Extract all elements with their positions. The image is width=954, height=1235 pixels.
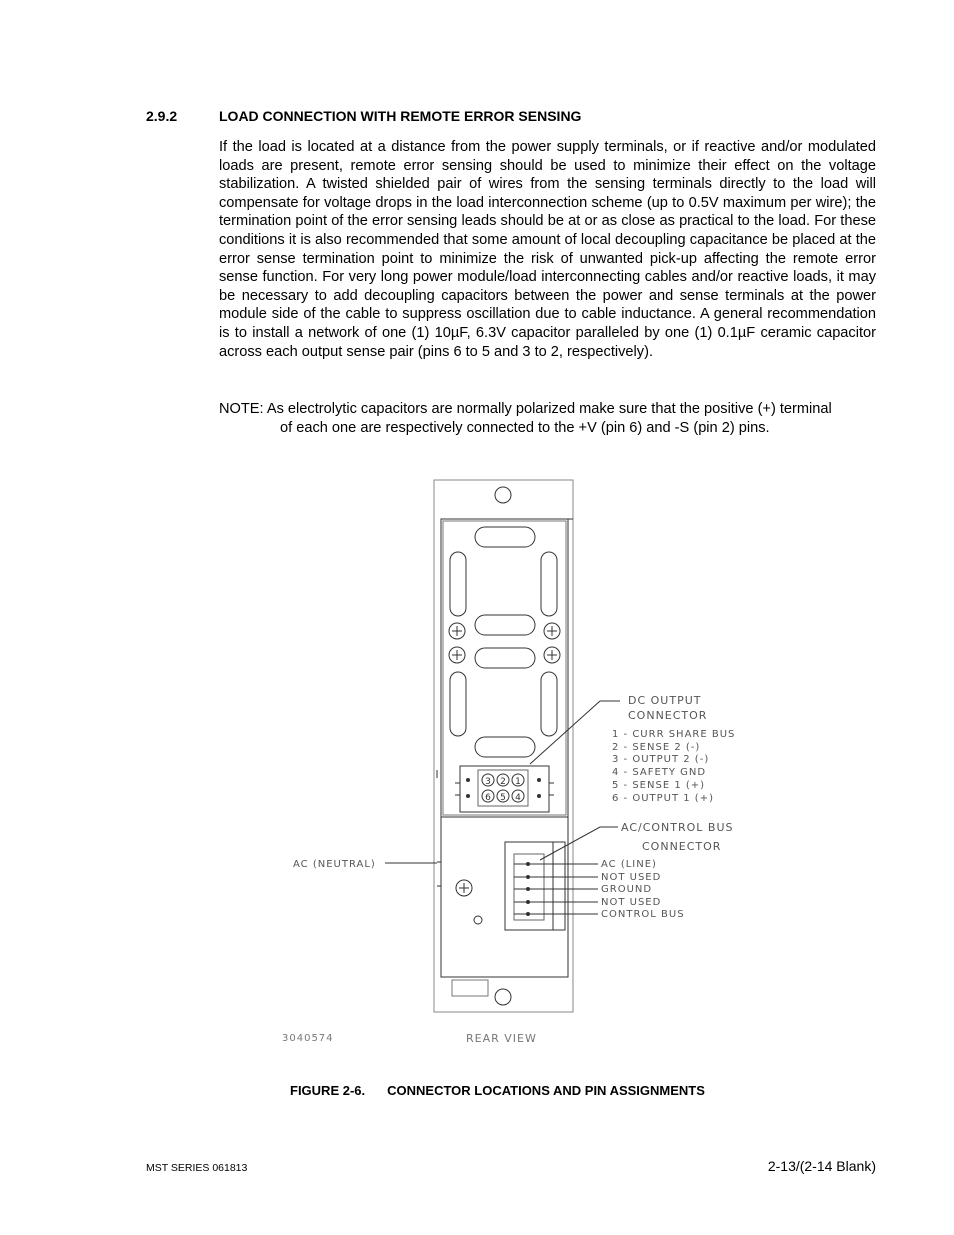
ac-pin-label: CONTROL BUS: [601, 909, 685, 920]
ac-pin-label: GROUND: [601, 884, 653, 895]
top-mount-hole: [495, 487, 511, 503]
pin-number: 5: [500, 793, 506, 803]
caption-label: FIGURE 2-6.: [290, 1083, 366, 1098]
ac-pin-label: NOT USED: [601, 897, 662, 908]
grill-slot: [475, 527, 535, 547]
pin-number: 6: [485, 793, 491, 803]
caption-title: CONNECTOR LOCATIONS AND PIN ASSIGNMENTS: [387, 1083, 705, 1098]
dc-leader-line: [530, 701, 620, 764]
ac-leader-line: [540, 827, 618, 860]
ac-connector-title: CONNECTOR: [642, 840, 722, 853]
ac-neutral-label: AC (NEUTRAL): [293, 859, 376, 870]
pin-number: 2: [500, 777, 506, 787]
ac-pin-label: NOT USED: [601, 872, 662, 883]
body-paragraph: If the load is located at a distance from the power supply terminals, or if reactive and/or modulated loads are present, remote error sensing should be used to minimize their effect on the voltage stabilization. A twisted shielded pair of wires from the sensing terminals directly to the load will compensate for voltage drops in the load interconnection scheme (up to 0.5V maximum per wire); the termination point of the error sensing leads should be at or as close as practical to the load. For these conditions it is also recommended that some amount of local decoupling capacitance be placed at the error sense termination point to minimize the risk of unwanted pick-up affecting the remote error sense function. For very long power module/load interconnecting cables and/or reactive loads, it may be necessary to add decoupling capacitors between the power and sense terminals at the power module side of the cable to suppress oscillation due to cable inductance. A general recommendation is to install a network of one (1) 10µF, 6.3V capacitor paralleled by one (1) 0.1µF ceramic capacitor across each output sense pair (pins 6 to 5 and 3 to 2, respectively).: [219, 139, 876, 360]
pin-number: 3: [485, 777, 491, 787]
note-line-2: of each one are respectively connected to the +V (pin 6) and -S (pin 2) pins.: [280, 420, 770, 436]
dc-connector-title: DC OUTPUT: [628, 694, 702, 707]
figure-caption: [290, 1083, 705, 1098]
ac-pin-label: AC (LINE): [601, 859, 657, 870]
dc-output-connector: [460, 766, 549, 812]
footer-page-number: 2-13/(2-14 Blank): [767, 1158, 876, 1174]
section-title: LOAD CONNECTION WITH REMOTE ERROR SENSING: [219, 108, 582, 124]
dc-connector-title: CONNECTOR: [628, 709, 708, 722]
ac-connector-title: AC/CONTROL BUS: [621, 821, 734, 834]
dc-pin-label: 6 - OUTPUT 1 (+): [612, 793, 714, 804]
ac-control-bus-connector: [505, 842, 553, 930]
dc-pin-label: 4 - SAFETY GND: [612, 767, 707, 778]
dc-pin-label: 5 - SENSE 1 (+): [612, 780, 706, 791]
bottom-mount-hole: [495, 989, 511, 1005]
drawing-number: 3040574: [282, 1033, 334, 1044]
footer-left: MST SERIES 061813: [146, 1162, 248, 1174]
dc-pin-label: 1 - CURR SHARE BUS: [612, 729, 736, 740]
dc-pin-label: 3 - OUTPUT 2 (-): [612, 754, 710, 765]
screw-icon: [449, 623, 465, 639]
dc-pin-label: 2 - SENSE 2 (-): [612, 742, 701, 753]
rear-panel-outline: [434, 480, 573, 1012]
view-label: REAR VIEW: [466, 1032, 537, 1045]
pin-number: 1: [515, 777, 521, 787]
pin-number: 4: [515, 793, 521, 803]
note-line-1: NOTE: As electrolytic capacitors are normally polarized make sure that the positive (+) terminal: [219, 401, 832, 417]
section-number: 2.9.2: [146, 108, 178, 124]
